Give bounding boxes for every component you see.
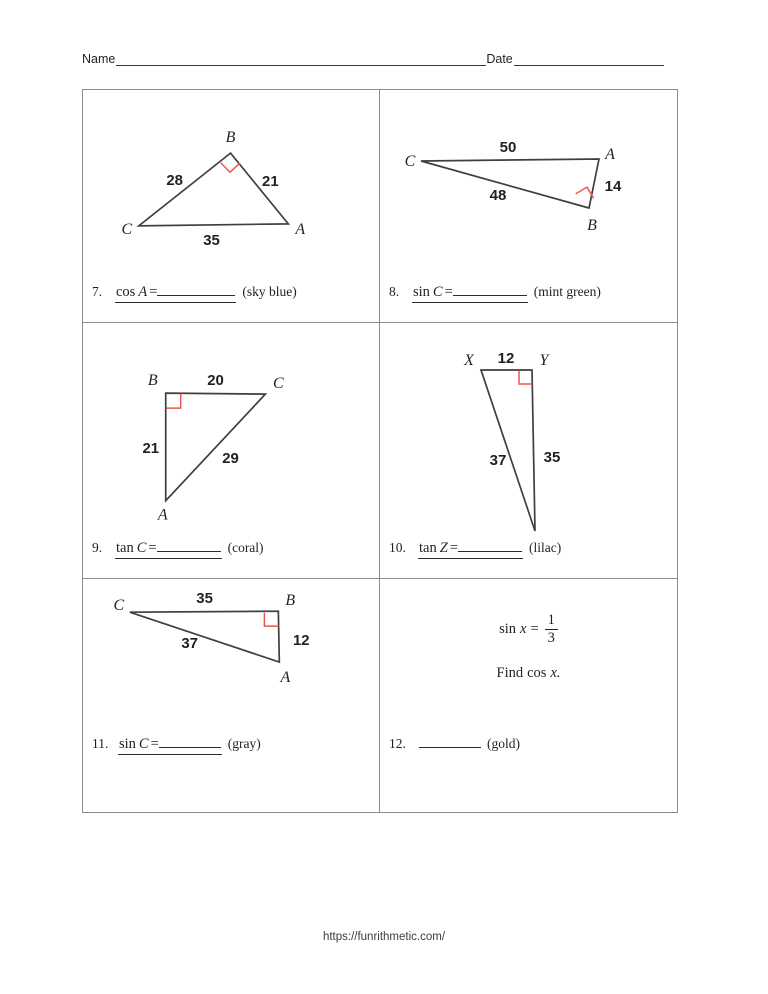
fraction-one-third	[545, 613, 558, 646]
problem-cell-12	[380, 579, 677, 812]
instruction-lead: Find	[496, 665, 524, 681]
problem-cell-10	[380, 323, 677, 579]
instruction-trig-func: cos	[527, 665, 547, 681]
answer-line-8	[380, 282, 677, 303]
vertex-label-C: C	[404, 153, 416, 170]
expression-10	[418, 538, 523, 559]
answer-blank-11[interactable]	[159, 734, 221, 748]
trig-func-8: sin	[413, 284, 430, 300]
vertex-label-A: A	[295, 220, 306, 238]
vertex-label-B: B	[147, 372, 158, 390]
angle-label-11: C	[138, 736, 149, 752]
expression-7	[115, 282, 236, 303]
problem-cell-11	[83, 579, 380, 812]
equals-sign-8: =	[444, 284, 453, 300]
answer-line-12	[380, 734, 677, 752]
vertex-label-C: C	[121, 220, 133, 238]
vertex-label-C: C	[113, 597, 125, 615]
fraction-numerator: 1	[547, 612, 555, 628]
color-word-7: (sky blue)	[242, 284, 297, 299]
right-angle-marker-11	[264, 613, 278, 626]
color-word-9: (coral)	[227, 540, 264, 555]
instruction-variable: x.	[550, 665, 561, 681]
equals-sign-10: =	[449, 540, 458, 556]
trig-func-11: sin	[119, 736, 136, 752]
side-length-12: 12	[497, 350, 515, 367]
trig-func-7: cos	[116, 284, 136, 300]
right-angle-marker-9	[166, 394, 180, 408]
date-blank-line[interactable]	[514, 53, 664, 66]
instruction-find-cos-x	[380, 665, 677, 682]
color-word-11: (gray)	[227, 736, 261, 751]
vertex-label-A: A	[280, 668, 291, 686]
equals-sign-11: =	[150, 736, 159, 752]
equation-sin-x	[380, 613, 677, 646]
expression-8	[412, 282, 528, 303]
right-angle-marker-10	[519, 371, 532, 385]
vertex-label-B: B	[587, 217, 597, 234]
trig-func-sin: sin	[499, 621, 517, 638]
side-length-29: 29	[222, 449, 239, 467]
problem-cell-7	[83, 90, 380, 323]
side-length-35: 35	[543, 449, 561, 466]
side-length-21: 21	[142, 439, 160, 457]
answer-blank-12[interactable]	[419, 734, 481, 748]
footer-url: https://funrithmetic.com/	[322, 931, 446, 943]
side-length-20: 20	[207, 372, 224, 390]
angle-label-9: C	[136, 540, 147, 556]
problem-cell-9	[83, 323, 380, 579]
color-word-8: (mint green)	[533, 284, 601, 299]
problem-grid	[82, 89, 678, 813]
side-length-48: 48	[489, 187, 507, 204]
problem-number-7: 7.	[92, 284, 103, 299]
name-label: Name	[82, 52, 116, 66]
worksheet-header	[82, 44, 678, 66]
answer-line-10	[380, 538, 677, 559]
vertex-label-Y: Y	[539, 352, 549, 369]
trig-func-10: tan	[419, 540, 437, 556]
problem-number-10: 10.	[389, 540, 406, 555]
equals-sign-12: =	[530, 621, 539, 638]
variable-x: x	[520, 621, 527, 638]
equals-sign-7: =	[149, 284, 158, 300]
problem-number-12: 12.	[389, 736, 406, 751]
vertex-label-B: B	[285, 592, 296, 610]
answer-blank-7[interactable]	[157, 282, 235, 296]
fraction-denominator: 3	[545, 629, 558, 646]
vertex-label-A: A	[605, 146, 615, 163]
side-length-14: 14	[604, 178, 622, 195]
color-word-10: (lilac)	[528, 540, 562, 555]
angle-label-7: A	[138, 284, 148, 300]
side-length-35: 35	[196, 590, 213, 608]
triangle-figure-9	[83, 323, 379, 535]
trig-func-9: tan	[116, 540, 134, 556]
problem-number-11: 11.	[92, 736, 109, 751]
answer-blank-8[interactable]	[453, 282, 527, 296]
color-word-12: (gold)	[487, 736, 520, 751]
name-blank-line[interactable]	[116, 53, 486, 66]
vertex-label-B: B	[225, 129, 236, 147]
side-length-37: 37	[181, 635, 198, 653]
triangle-figure-7	[83, 90, 379, 280]
vertex-label-C: C	[273, 375, 284, 393]
side-length-21: 21	[262, 172, 279, 190]
expression-11	[118, 734, 222, 755]
answer-line-7	[83, 282, 380, 303]
problem-number-8: 8.	[389, 284, 400, 299]
date-label: Date	[486, 52, 513, 66]
problem-number-9: 9.	[92, 540, 103, 555]
triangle-figure-10	[380, 323, 677, 535]
side-length-35: 35	[203, 231, 220, 249]
answer-blank-10[interactable]	[458, 538, 522, 552]
answer-line-9	[83, 538, 380, 559]
answer-line-11	[83, 734, 380, 755]
triangle-figure-8	[380, 90, 677, 280]
angle-label-10: Z	[439, 540, 448, 556]
expression-9	[115, 538, 222, 559]
side-length-37: 37	[489, 452, 507, 469]
problem-cell-8	[380, 90, 677, 323]
side-length-50: 50	[499, 139, 517, 156]
answer-blank-9[interactable]	[157, 538, 221, 552]
equals-sign-9: =	[148, 540, 157, 556]
angle-label-8: C	[432, 284, 443, 300]
side-length-12: 12	[292, 632, 310, 650]
vertex-label-A: A	[157, 506, 168, 524]
side-length-28: 28	[166, 172, 184, 189]
right-angle-marker-7	[221, 163, 240, 172]
vertex-label-X: X	[464, 352, 474, 369]
